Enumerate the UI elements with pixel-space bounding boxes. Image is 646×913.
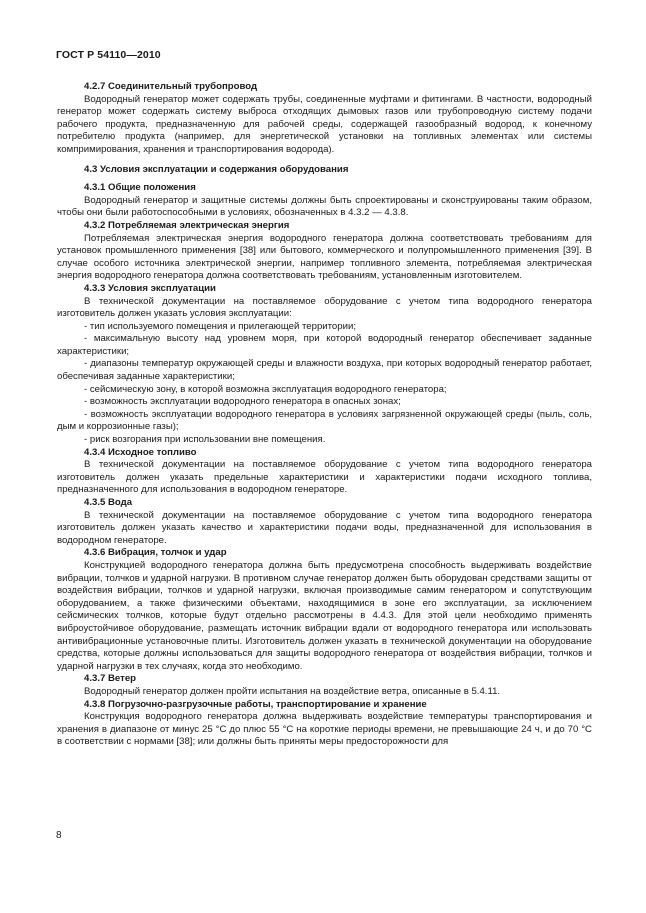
section-heading: 4.2.7 Соединительный трубопровод bbox=[84, 81, 258, 92]
section-heading: 4.3.2 Потребляемая электрическая энергия bbox=[84, 219, 290, 231]
section-heading: 4.3 Условия эксплуатации и содержания оборудования bbox=[84, 163, 349, 175]
section-heading: 4.3.1 Общие положения bbox=[84, 182, 196, 194]
section-heading: 4.3.8 Погрузочно-разгрузочные работы, транспортирование и хранение bbox=[84, 698, 427, 710]
list-item: - максимальную высоту над уровнем моря, при которой водородный генератор обеспечивает заданные характеристики; bbox=[57, 333, 592, 357]
section-heading: 4.3.3 Условия эксплуатации bbox=[84, 282, 216, 294]
section-heading: 4.3.4 Исходное топливо bbox=[84, 446, 197, 458]
list-item: - возможность эксплуатации водородного генератора в условиях загрязненной окружающей среды (пыль, соль, дым и коррозионные газы); bbox=[57, 408, 592, 433]
section-heading: 4.3.6 Вибрация, толчок и удар bbox=[84, 547, 227, 559]
paragraph: В технической документации на поставляемое оборудование с учетом типа водородного генератора изготовитель должен указать условия эксплуатации: bbox=[57, 295, 592, 320]
paragraph: В технической документации на поставляемое оборудование с учетом типа водородного генератора изготовитель должен указать предельные характеристики и характеристики подачи исходного топлива, предназначенного для использования в водородном генераторе. bbox=[57, 459, 592, 496]
paragraph: В технической документации на поставляемое оборудование с учетом типа водородного генератора изготовитель должен указать качество и характеристики подачи воды, предназначенной для использования в водородном генераторе. bbox=[57, 509, 592, 546]
section-heading: 4.3.7 Ветер bbox=[84, 673, 137, 685]
document-body bbox=[57, 81, 592, 749]
list-item: - диапазоны температур окружающей среды и влажности воздуха, при которых водородный генератор работает, обеспечивая заданные характеристики; bbox=[57, 358, 592, 383]
list-item: - тип используемого помещения и прилегающей территории; bbox=[84, 320, 356, 332]
list-item: - риск возгорания при использовании вне помещения. bbox=[84, 434, 326, 446]
paragraph: Конструкцией водородного генератора должна быть предусмотрена способность выдерживать воздействие вибрации, толчков и ударной нагрузки. В противном случае генератор должен быть оборудован средствами защиты от воздействия вибрации, толчков и ударной нагрузки, включая производимые самим генератором и сопутствующим оборудованием, а также физическими объектами, находящимися в зоне его эксплуатации, за исключением сейсмических толчков, которые будут отдельно рассмотрены в 4.4.3. Для этой цели необходимо применять виброустойчивое оборудование, размещать источник вибрации вдали от водородного генератора или использовать антивибрационные установочные плиты. Изготовитель должен указать в технической документации на оборудование средства, которые должны использоваться для защиты водородного генератора от воздействия вибрации, толчков и ударной нагрузки в тех случаях, когда это необходимо. bbox=[57, 559, 592, 672]
list-item: - сейсмическую зону, в которой возможна эксплуатация водородного генератора; bbox=[84, 383, 447, 395]
paragraph: Водородный генератор может содержать трубы, соединенные муфтами и фитингами. В частности, водородный генератор может содержать систему выброса отходящих дымовых газов или трубопроводную систему подачи рабочего продукта, предназначенную для рабочей среды, содержащей газообразный водород, к конечному потребителю продукта (например, для энергетической установки на топливных элементах или системы компримирования, хранения и транспортирования водорода). bbox=[57, 93, 592, 155]
paragraph: Потребляемая электрическая энергия водородного генератора должна соответствовать требованиям для установок промышленного применения [38] или бытового, коммерческого и полупромышленного применения [39]. В случае особого источника электрической энергии, например топливного элемента, потребляемая электрическая энергия водородного генератора должна соответствовать требованиям, установленным изготовителем. bbox=[57, 232, 592, 282]
section-heading: 4.3.5 Вода bbox=[84, 497, 133, 508]
paragraph: Конструкция водородного генератора должна выдерживать воздействие температуры транспортирования и хранения в диапазоне от минус 25 °С до плюс 55 °С на короткие периоды времени, не превышающие 24 ч, и до 70 °С в соответствии с нормами [38]; или должны быть приняты меры предосторожности для bbox=[57, 711, 592, 748]
page-number: 8 bbox=[56, 830, 62, 841]
document-header: ГОСТ Р 54110—2010 bbox=[56, 49, 161, 61]
list-item: - возможность эксплуатации водородного генератора в опасных зонах; bbox=[84, 396, 401, 408]
paragraph: Водородный генератор должен пройти испытания на воздействие ветра, описанные в 5.4.11. bbox=[84, 685, 501, 697]
paragraph: Водородный генератор и защитные системы должны быть спроектированы и сконструированы таким образом, чтобы они были работоспособными в условиях, обозначенных в 4.3.2 — 4.3.8. bbox=[57, 194, 592, 219]
